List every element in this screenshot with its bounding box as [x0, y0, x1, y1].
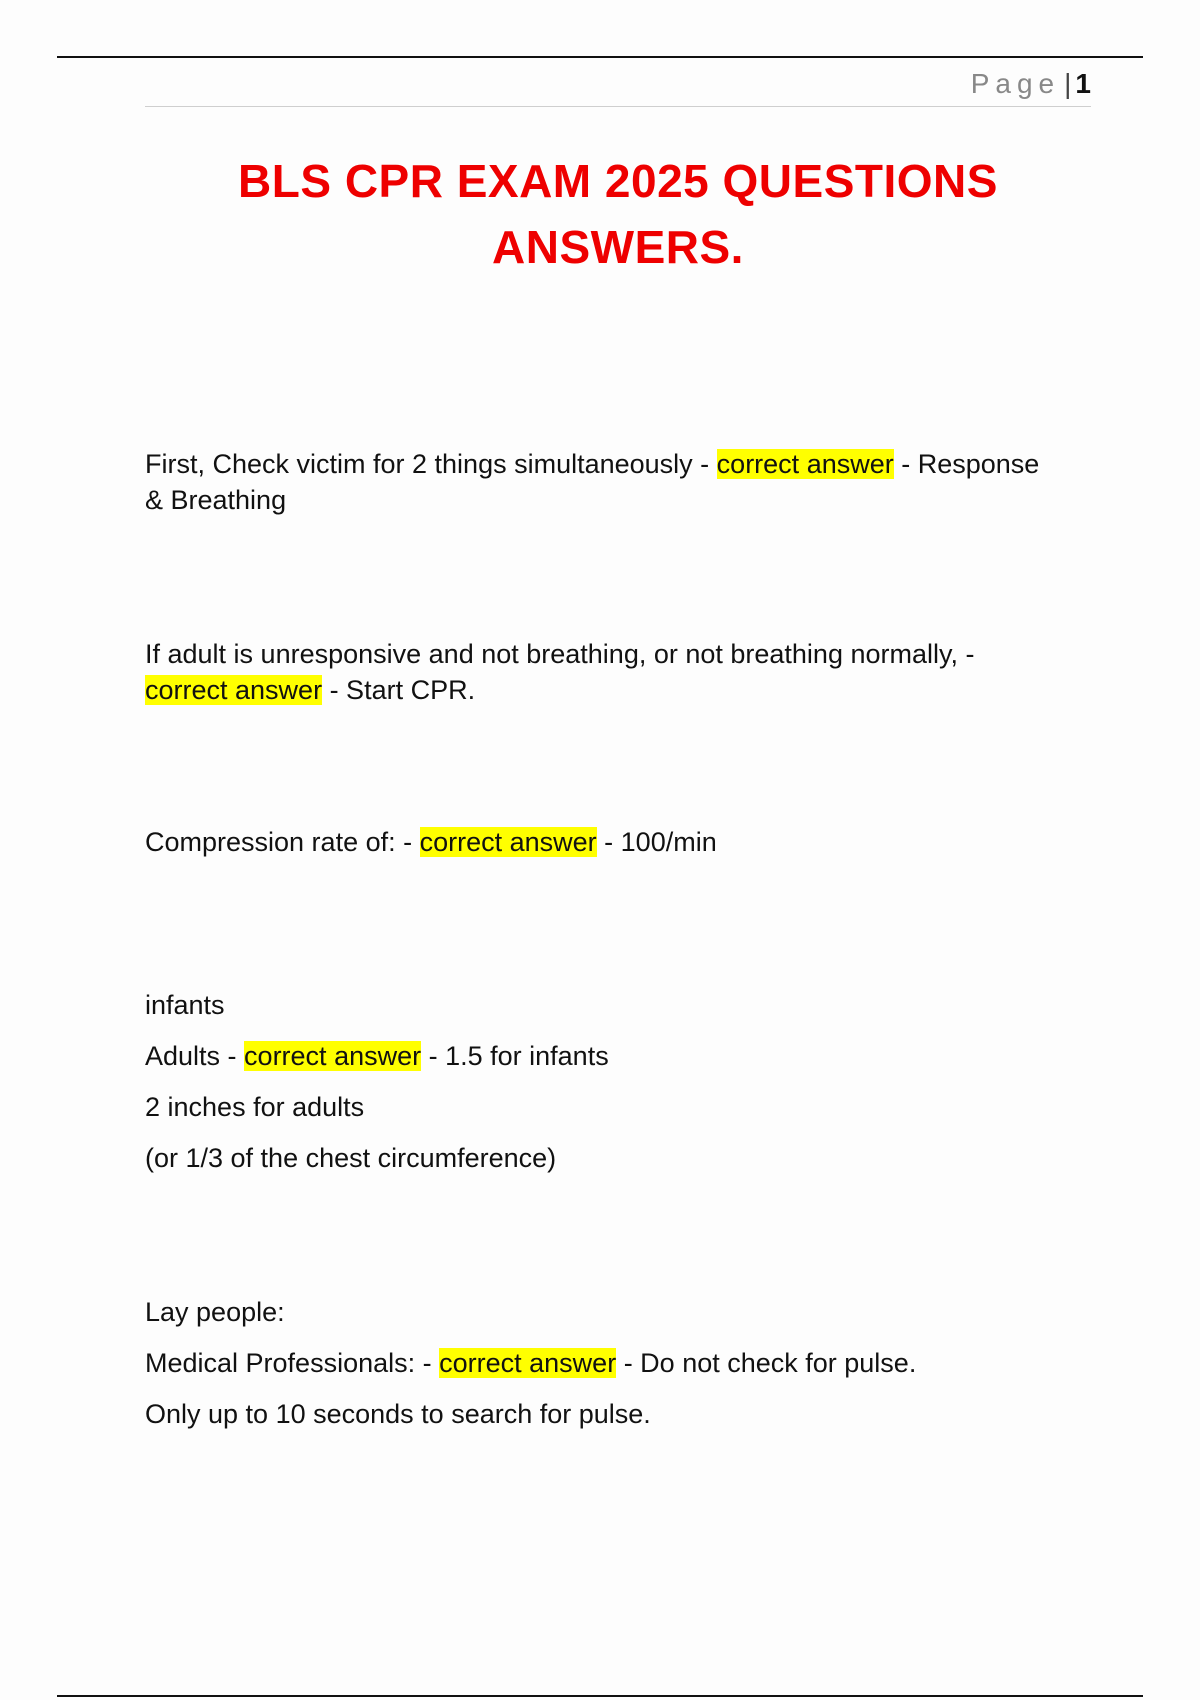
page-label: Page [970, 68, 1061, 99]
title-line-2: ANSWERS. [492, 221, 744, 273]
question-text: First, Check victim for 2 things simultaneously - [145, 449, 717, 479]
qa-item-5 [145, 1287, 1091, 1440]
question-pre: infants [145, 990, 225, 1020]
qa-line [145, 1031, 1091, 1082]
answer-text: - Start CPR. [322, 675, 476, 705]
qa-item-1 [145, 446, 1091, 518]
page-separator: | [1064, 68, 1072, 99]
answer-marker: correct answer [244, 1041, 422, 1071]
qa-item-4 [145, 980, 1091, 1184]
top-rule [57, 56, 1143, 58]
document-title [145, 148, 1091, 280]
answer-continuation: & Breathing [145, 485, 287, 515]
answer-marker: correct answer [716, 449, 894, 479]
answer-text: - 100/min [596, 827, 717, 857]
question-pre: Lay people: [145, 1297, 285, 1327]
question-text: Compression rate of: - [145, 827, 420, 857]
qa-line [145, 1338, 1091, 1389]
question-text: If adult is unresponsive and not breathing, or not breathing normally, - [145, 639, 975, 669]
qa-line [145, 672, 1091, 708]
answer-marker: correct answer [439, 1348, 617, 1378]
answer-marker: correct answer [145, 675, 323, 705]
answer-text: - Response [893, 449, 1040, 479]
bottom-rule [57, 1695, 1143, 1697]
answer-text: - Do not check for pulse. [616, 1348, 917, 1378]
question-text: Medical Professionals: - [145, 1348, 440, 1378]
page-number: 1 [1075, 68, 1091, 99]
qa-line [145, 446, 1091, 482]
answer-text: - 1.5 for infants [421, 1041, 609, 1071]
answer-extra: (or 1/3 of the chest circumference) [145, 1143, 557, 1173]
question-text: Adults - [145, 1041, 245, 1071]
qa-item-3 [145, 824, 1091, 860]
page-header [145, 68, 1091, 107]
qa-item-2 [145, 636, 1091, 708]
answer-extra: 2 inches for adults [145, 1092, 365, 1122]
title-line-1: BLS CPR EXAM 2025 QUESTIONS [238, 155, 998, 207]
qa-line [145, 824, 1091, 860]
answer-extra: Only up to 10 seconds to search for pulse. [145, 1399, 651, 1429]
answer-marker: correct answer [419, 827, 597, 857]
